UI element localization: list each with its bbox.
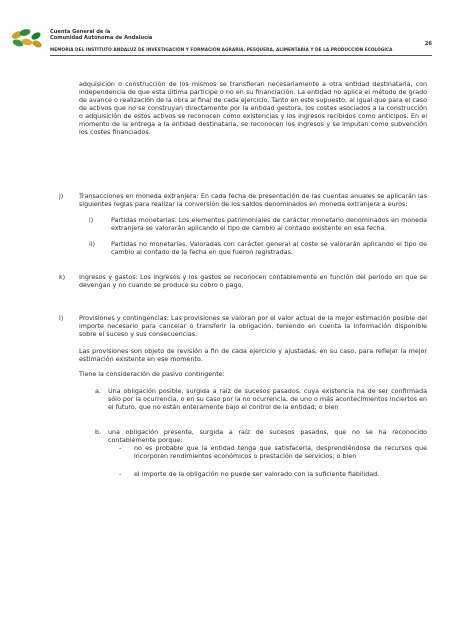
- item-l-dash-2-text: el importe de la obligación no puede ser valorado con la suficiente fiabilidad.: [134, 471, 380, 478]
- item-l-b-text: una obligación presente, surgida a raíz de sucesos pasados, que no se ha reconocido contablemente porque:: [108, 429, 427, 444]
- item-j-ii-marker: ii): [89, 241, 95, 248]
- header-divider: [50, 55, 432, 56]
- junta-andalucia-logo-icon: [10, 26, 46, 50]
- page-header: [0, 0, 452, 62]
- item-l-marker: l): [59, 315, 64, 322]
- item-l-dash-2-marker: -: [119, 471, 122, 478]
- org-line-1: Cuenta General de la: [50, 29, 111, 35]
- page-number: 26: [424, 41, 432, 47]
- item-j-i-text: Partidas monetarias. Los elementos patrimoniales de carácter monetario denominados en moneda extranjera se valorarán aplicando el tipo de cambio al contado existente en esa fecha.: [111, 217, 427, 232]
- item-l-b-marker: b.: [95, 429, 102, 436]
- item-j-marker: j): [59, 193, 64, 200]
- item-l-text-3: Tiene la consideración de pasivo contingente:: [79, 371, 225, 378]
- item-l-text-1: Provisiones y contingencias: Las provisiones se valoran por el valor actual de la mejor estimación posible del importe necesario para cancelar o transferir la obligación, teniendo en cuenta la información disponible sobre el suceso y sus consecuencias.: [79, 315, 427, 338]
- item-j-i-marker: i): [89, 217, 94, 224]
- item-l-a-marker: a.: [95, 388, 101, 395]
- item-k-marker: k): [59, 274, 66, 281]
- item-j-ii-text: Partidas no monetarias. Valoradas con carácter general al coste se valorarán aplicando el tipo de cambio al contado de la fecha en que fueron registradas.: [111, 241, 427, 256]
- organization-name: [50, 29, 152, 41]
- report-title: MEMORIA DEL INSTITUTO ANDALUZ DE INVESTIGACIÓN Y FORMACIÓN AGRARIA, PESQUERA, ALIMENTARIA Y DE LA PRODUCCIÓN ECOLÓGICA: [50, 48, 393, 53]
- intro-paragraph: adquisición o construcción de los mismos se transfieran necesariamente a otra entidad destinataria, con independencia de que esta última participe o no en su financiación. La entidad no aplica el método de grado de avance o realización de la obra al final de cada ejercicio. Tanto en este supuesto, al igual que para el caso de activos que no se construyan directamente por la entidad gestora, los costes asociados a la construcción o adquisición de estos activos se reconocen como existencias y los ingresos recibidos como anticipos. En el momento de la entrega a la entidad destinataria, se reconocen los ingresos y se imputan como subvención los costes financiados.: [79, 81, 427, 136]
- item-l-dash-1-marker: -: [119, 445, 122, 452]
- item-l-dash-1-text: no es probable que la entidad tenga que satisfacerla, desprendiéndose de recursos que incorporen rendimientos económicos o prestación de servicios; o bien: [134, 445, 427, 460]
- org-line-2: Comunidad Autónoma de Andalucía: [50, 35, 153, 42]
- item-l-a-text: Una obligación posible, surgida a raíz de sucesos pasados, cuya existencia ha de ser confirmada sólo por la ocurrencia, o en su caso por la no ocurrencia, de uno o más acontecimientos inciertos en el futuro, que no están enteramente bajo el control de la entidad; o bien: [108, 388, 427, 411]
- item-k-text: Ingresos y gastos: Los ingresos y los gastos se reconocen contablemente en función del periodo en que se devengan y no cuando se produce su cobro o pago.: [79, 274, 427, 289]
- item-l-text-2: Las provisiones son objeto de revisión a fin de cada ejercicio y ajustadas, en su caso, para reflejar la mejor estimación existente en ese momento.: [79, 348, 427, 363]
- item-j-text: Transacciones en moneda extranjera: En cada fecha de presentación de las cuentas anuales se aplicarán las siguientes reglas para realizar la conversión de los saldos denominados en moneda extranjera a euros:: [79, 193, 427, 208]
